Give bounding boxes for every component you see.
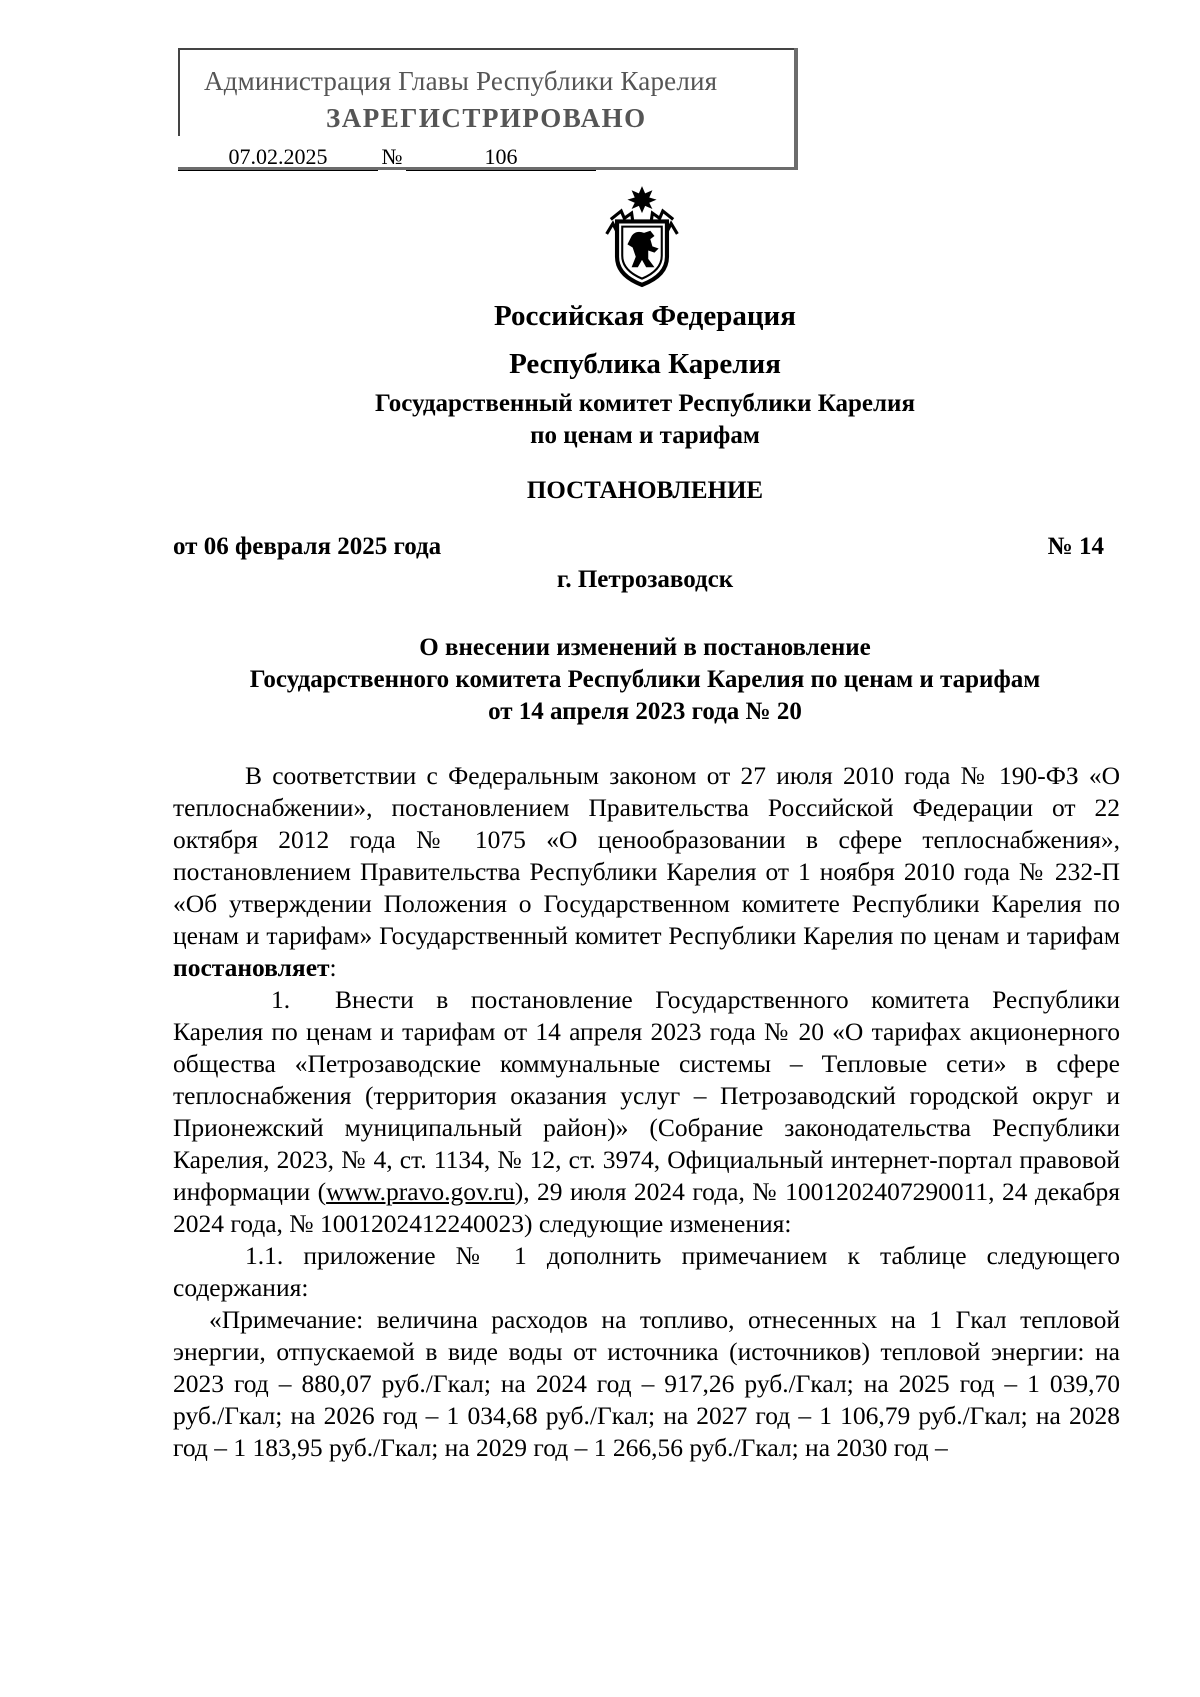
stamp-frame-shadow-right: [794, 48, 798, 170]
stamp-registration-row: [178, 144, 596, 171]
country-heading: Российская Федерация: [494, 300, 796, 332]
document-title-line1: О внесении изменений в постановление: [419, 634, 871, 661]
document-number: № 14: [1047, 533, 1104, 560]
registration-stamp: [178, 48, 796, 172]
republic-heading: Республика Карелия: [509, 348, 781, 380]
committee-heading-line2: по ценам и тарифам: [530, 422, 760, 449]
preamble-text: В соответствии с Федеральным законом от 27 июля 2010 года № 190-ФЗ «О теплоснабжении», постановлением Правительства Российской Федерации от 22 октября 2012 года № 1075 «О ценообразовании в сфере теплоснабжения», постановлением Правительства Республики Карелия от 1 ноября 2010 года № 232-П «Об утверждении Положения о Государственном комитете Республики Карелия по ценам и тарифам» Государственный комитет Республики Карелия по ценам и тарифам: [173, 761, 1120, 950]
document-body: [173, 760, 1120, 1464]
stamp-reg-date: 07.02.2025: [178, 146, 378, 171]
item-1-1-paragraph: 1.1. приложение № 1 дополнить примечанием к таблице следующего содержания:: [173, 1241, 1120, 1302]
preamble-resolves: постановляет: [173, 953, 330, 982]
note-paragraph: «Примечание: величина расходов на топливо, отнесенных на 1 Гкал тепловой энергии, отпускаемой в виде воды от источника (источников) тепловой энергии: на 2023 год – 880,07 руб./Гкал; на 2024 год – 917,26 руб./Гкал; на 2025 год – 1 039,70 руб./Гкал; на 2026 год – 1 034,68 руб./Гкал; на 2027 год – 1 106,79 руб./Гкал; на 2028 год – 1 183,95 руб./Гкал; на 2029 год – 1 266,56 руб./Гкал; на 2030 год –: [173, 1305, 1120, 1462]
item-1-text-part1: Внести в постановление Государственного комитета Республики Карелия по ценам и тарифам от 14 апреля 2023 года № 20 «О тарифах акционерного общества «Петрозаводские коммунальные системы – Тепловые сети» в сфере теплоснабжения (территория оказания услуг – Петрозаводский городской округ и Прионежский муниципальный район)» (Собрание законодательства Республики Карелия, 2023, № 4, ст. 1134, № 12, ст. 3974, Официальный интернет-портал правовой информации (: [173, 985, 1120, 1206]
item-1-paragraph: [173, 984, 1120, 1240]
item-1-text-part2: ), 29 июля 2024 года, № 1001202407290011, 24 декабря 2024 года, № 1001202412240023) следующие изменения:: [173, 1177, 1120, 1238]
stamp-no-label: №: [381, 144, 403, 169]
pravo-gov-link[interactable]: www.pravo.gov.ru: [326, 1177, 515, 1206]
document-type: ПОСТАНОВЛЕНИЕ: [526, 477, 764, 504]
document-title-line3: от 14 апреля 2023 года № 20: [488, 698, 802, 725]
committee-heading-line1: Государственный комитет Республики Карелия: [375, 390, 915, 417]
document-title-line2: Государственного комитета Республики Карелия по ценам и тарифам: [249, 666, 1041, 693]
item-1-number: 1.: [271, 985, 291, 1014]
document-city: г. Петрозаводск: [556, 566, 734, 593]
stamp-registered-label: ЗАРЕГИСТРИРОВАНО: [326, 103, 647, 133]
preamble-colon: :: [329, 953, 337, 982]
karelia-coat-of-arms-icon: [590, 184, 694, 288]
stamp-reg-number: 106: [406, 146, 596, 171]
document-date: от 06 февраля 2025 года: [173, 533, 442, 560]
preamble-paragraph: [173, 760, 1120, 984]
stamp-authority: Администрация Главы Республики Карелия: [204, 66, 718, 96]
